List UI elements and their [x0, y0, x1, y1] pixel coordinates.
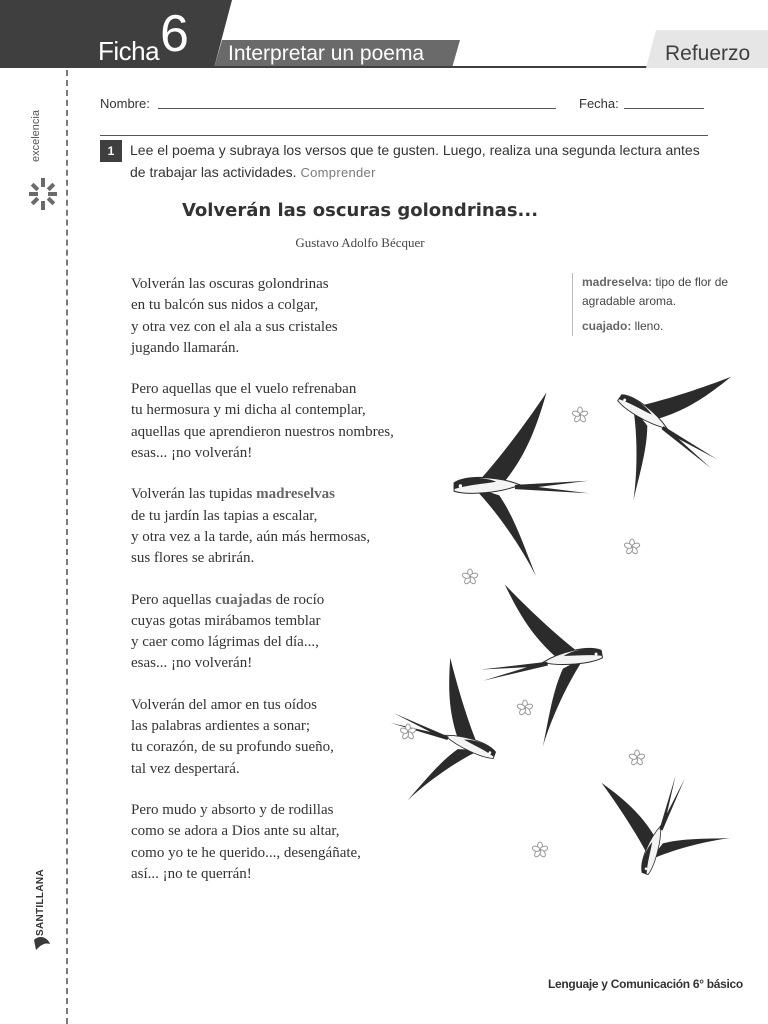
- glossary-entry: [582, 317, 732, 336]
- verse-text: de rocío: [271, 591, 325, 608]
- verse: sus flores se abrirán.: [131, 550, 255, 567]
- brand-label: excelencia: [30, 110, 42, 162]
- glossary-word-cuajadas: cuajadas: [215, 591, 272, 608]
- verse: de tu jardín las tapias a escalar,: [131, 507, 318, 524]
- flower-icon: [572, 407, 589, 423]
- swallow-5: [577, 753, 744, 897]
- name-field[interactable]: [158, 108, 556, 109]
- verse: Volverán las oscuras golondrinas: [131, 276, 329, 292]
- verse: en tu balcón sus nidos a colgar,: [131, 297, 319, 314]
- page-title: Interpretar un poema: [228, 42, 425, 65]
- flower-icon: [624, 539, 641, 555]
- verse: y otra vez a la tarde, aún más hermosas,: [131, 528, 371, 545]
- publisher-name: SANTILLANA: [35, 869, 46, 936]
- flower-icon: [462, 569, 479, 585]
- verse: Volverán del amor en tus oídos: [131, 696, 317, 713]
- verse: esas... ¡no volverán!: [131, 655, 253, 672]
- verse-text: Pero aquellas: [131, 591, 216, 608]
- verse: tu hermosura y mi dicha al contemplar,: [131, 402, 366, 419]
- glossary-term: cuajado:: [582, 319, 632, 333]
- verse: esas... ¡no volverán!: [131, 445, 253, 462]
- poem-author: Gustavo Adolfo Bécquer: [295, 235, 425, 250]
- question-text: Lee el poema y subraya los versos que te gusten. Luego, realiza una segunda lectura antes de trabajar las actividades.: [130, 142, 700, 180]
- verse: como yo te he querido..., desengáñate,: [131, 844, 361, 861]
- verse: aquellas que aprendieron nuestros nombres,: [131, 423, 394, 440]
- glossary: [572, 273, 732, 336]
- flower-icon: [517, 700, 534, 716]
- glossary-definition: lleno.: [631, 319, 664, 333]
- question-skill: Comprender: [300, 165, 376, 180]
- verse: Pero aquellas que el vuelo refrenaban: [131, 381, 357, 398]
- verse: las palabras ardientes a sonar;: [131, 718, 311, 735]
- verse-text: Volverán las tupidas: [131, 486, 257, 503]
- flower-icon: [629, 750, 646, 766]
- excelencia-logo-icon: [29, 178, 57, 210]
- question-number: 1: [100, 140, 122, 162]
- date-label: Fecha:: [579, 96, 619, 111]
- ficha-number: 6: [160, 5, 189, 63]
- glossary-term: madreselva:: [582, 275, 653, 289]
- verse: así... ¡no te querrán!: [131, 865, 252, 882]
- verse: cuyas gotas mirábamos temblar: [131, 612, 321, 629]
- stanza: [131, 274, 451, 359]
- poem-title: Volverán las oscuras golondrinas...: [181, 200, 539, 221]
- verse: tal vez despertará.: [131, 760, 240, 777]
- flower-icon: [400, 724, 417, 740]
- verse: y caer como lágrimas del día...,: [131, 634, 319, 651]
- verse: como se adora a Dios ante su altar,: [131, 823, 340, 840]
- swallows-illustration: [395, 365, 725, 925]
- question-instructions: [130, 139, 710, 184]
- cut-line: [66, 70, 68, 1024]
- glossary-definition: tipo de flor de agradable aroma.: [582, 275, 729, 308]
- level-label: Refuerzo: [665, 42, 751, 65]
- verse: jugando llamarán.: [131, 339, 240, 356]
- swallow-1: [454, 393, 588, 577]
- footer-subject: Lenguaje y Comunicación 6° básico: [548, 977, 743, 991]
- question-divider: [100, 135, 708, 136]
- verse: tu corazón, de su profundo sueño,: [131, 739, 334, 756]
- name-label: Nombre:: [100, 96, 150, 111]
- flower-icon: [532, 842, 549, 858]
- verse: Pero mudo y absorto y de rodillas: [131, 801, 334, 818]
- glossary-entry: [582, 273, 732, 311]
- swallow-2: [576, 331, 761, 526]
- publisher-logo: [28, 869, 54, 952]
- glossary-word-madreselvas: madreselvas: [256, 486, 336, 503]
- date-field[interactable]: [624, 108, 704, 109]
- ficha-label: Ficha: [98, 36, 160, 66]
- swallow-3: [467, 570, 616, 755]
- verse: y otra vez con el ala a sus cristales: [131, 318, 338, 335]
